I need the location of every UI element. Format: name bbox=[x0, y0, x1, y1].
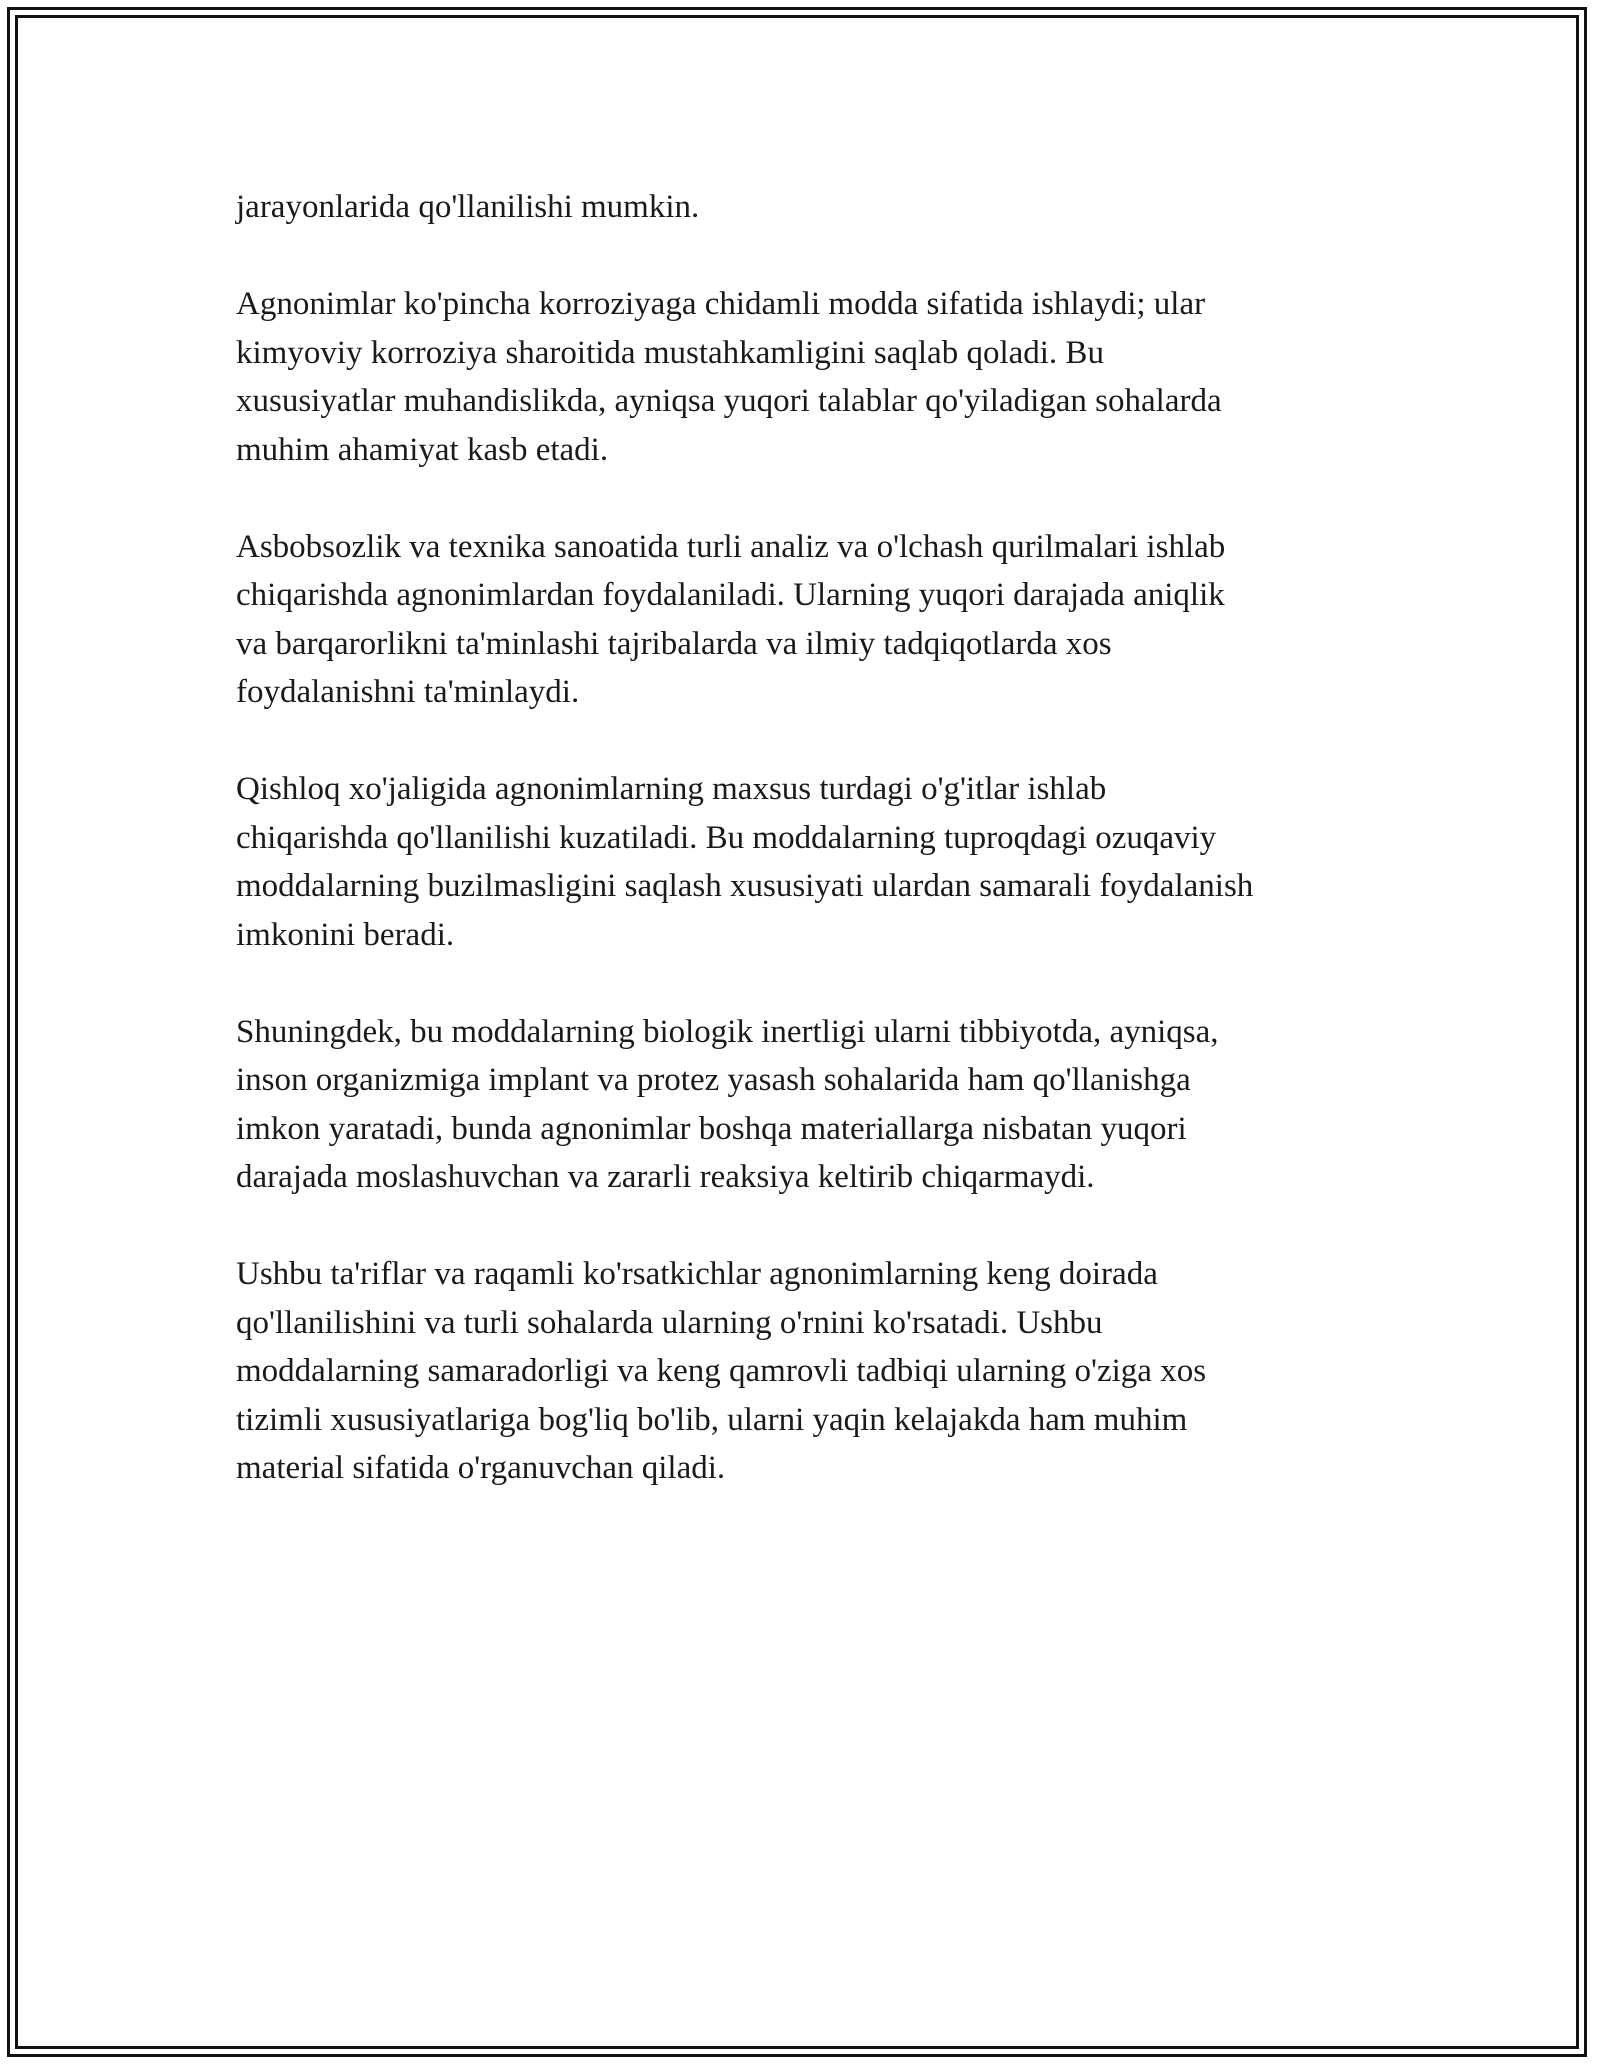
text-line: muhim ahamiyat kasb etadi. bbox=[236, 431, 609, 468]
text-line: kimyoviy korroziya sharoitida mustahkamligini saqlab qoladi. Bu bbox=[236, 334, 1104, 371]
text-line: moddalarning buzilmasligini saqlash xususiyati ulardan samarali foydalanish bbox=[236, 868, 1254, 904]
paragraph-1 bbox=[236, 183, 1376, 232]
text-line: Ushbu ta'riflar va raqamli ko'rsatkichlar agnonimlarning keng doirada bbox=[236, 1256, 1158, 1292]
text-line: material sifatida o'rganuvchan qiladi. bbox=[236, 1450, 726, 1486]
text-line: tizimli xususiyatlariga bog'liq bo'lib, ularni yaqin kelajakda ham muhim bbox=[236, 1401, 1188, 1438]
text-line: imkon yaratadi, bunda agnonimlar boshqa materiallarga nisbatan yuqori bbox=[236, 1110, 1187, 1147]
text-line: xususiyatlar muhandislikda, ayniqsa yuqori talablar qo'yiladigan sohalarda bbox=[236, 383, 1222, 419]
text-line: Qishloq xo'jaligida agnonimlarning maxsus turdagi o'g'itlar ishlab bbox=[236, 771, 1107, 807]
text-line: darajada moslashuvchan va zararli reaksiya keltirib chiqarmaydi. bbox=[236, 1159, 1095, 1195]
document-body bbox=[236, 183, 1376, 1493]
text-line: Asbobsozlik va texnika sanoatida turli analiz va o'lchash qurilmalari ishlab bbox=[236, 528, 1226, 565]
text-line: Shuningdek, bu moddalarning biologik inertligi ularni tibbiyotda, ayniqsa, bbox=[236, 1013, 1219, 1050]
paragraph-5 bbox=[236, 1008, 1376, 1202]
paragraph-4 bbox=[236, 765, 1376, 959]
paragraph-6 bbox=[236, 1250, 1376, 1493]
text-line: Agnonimlar ko'pincha korroziyaga chidamli modda sifatida ishlaydi; ular bbox=[236, 286, 1206, 322]
text-line: va barqarorlikni ta'minlashi tajribalarda va ilmiy tadqiqotlarda xos bbox=[236, 625, 1112, 662]
paragraph-2 bbox=[236, 280, 1376, 474]
paragraph-3 bbox=[236, 523, 1376, 717]
text-line: qo'llanilishini va turli sohalarda ularning o'rnini ko'rsatadi. Ushbu bbox=[236, 1304, 1103, 1341]
text-line: inson organizmiga implant va protez yasash sohalarida ham qo'llanishga bbox=[236, 1062, 1191, 1098]
text-line: imkonini beradi. bbox=[236, 916, 455, 953]
text-line: chiqarishda agnonimlardan foydalaniladi. Ularning yuqori darajada aniqlik bbox=[236, 577, 1225, 613]
text-line: moddalarning samaradorligi va keng qamrovli tadbiqi ularning o'ziga xos bbox=[236, 1353, 1207, 1389]
text-line: chiqarishda qo'llanilishi kuzatiladi. Bu moddalarning tuproqdagi ozuqaviy bbox=[236, 819, 1217, 856]
text-line: jarayonlarida qo'llanilishi mumkin. bbox=[236, 189, 700, 225]
text-line: foydalanishni ta'minlaydi. bbox=[236, 674, 580, 710]
